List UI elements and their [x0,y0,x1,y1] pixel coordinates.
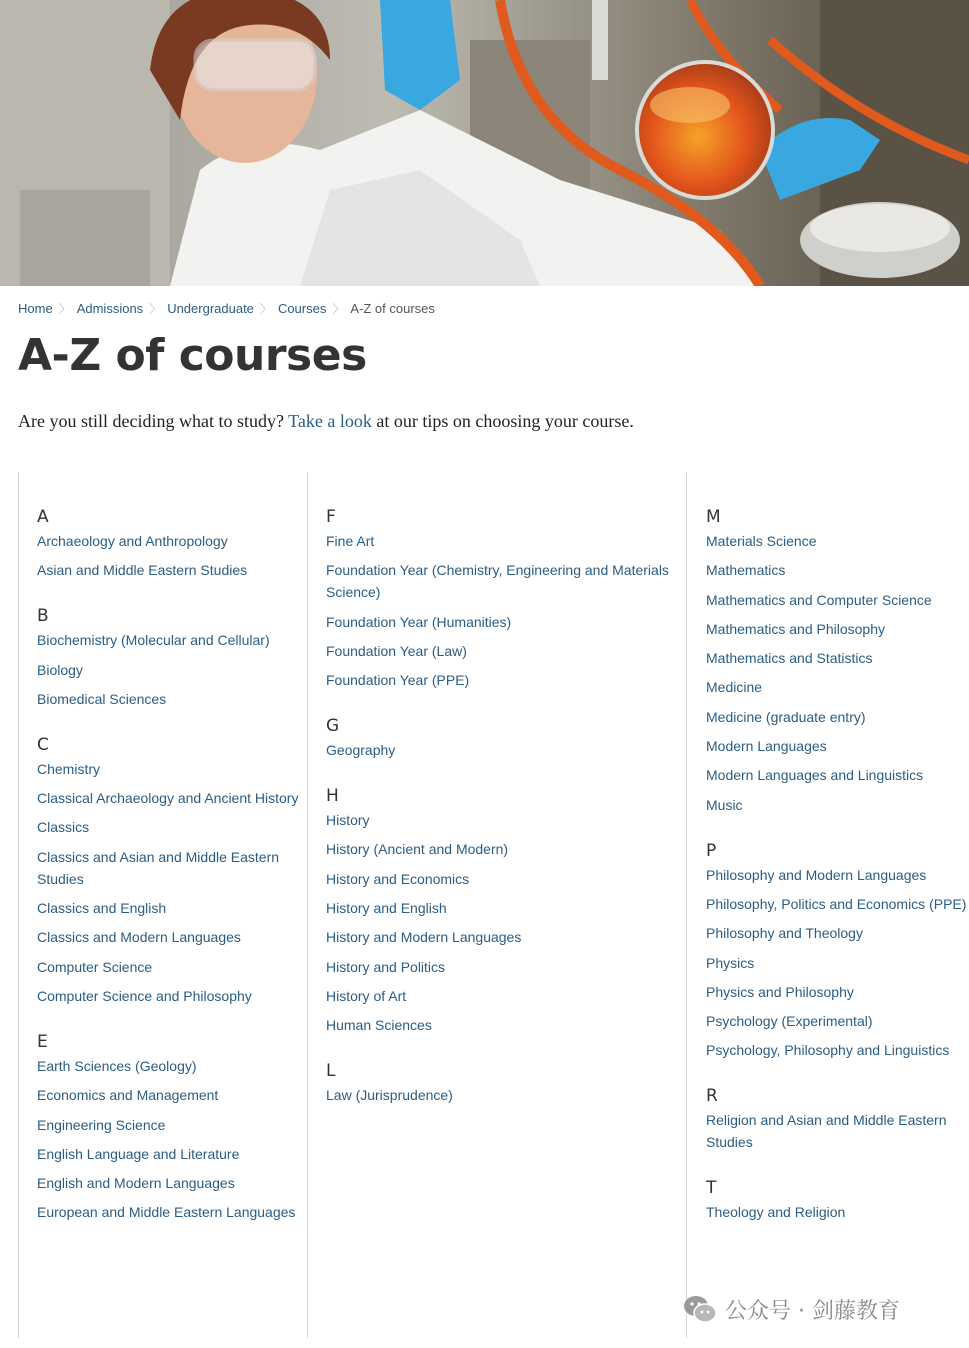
course-item [706,952,969,974]
course-link[interactable]: History and Politics [326,958,446,975]
course-list [37,530,301,581]
hero-lab-photo [0,0,969,286]
letter-group-f [326,504,680,691]
course-item [37,1114,301,1136]
course-list [706,1109,969,1153]
course-item [706,735,969,757]
course-item [37,1201,301,1223]
course-item [37,758,301,780]
breadcrumb-separator: 〉 [332,302,345,316]
course-link[interactable]: Earth Sciences (Geology) [37,1057,197,1074]
course-item [706,676,969,698]
course-list [706,864,969,1062]
course-item [326,897,680,919]
course-list [326,530,680,691]
course-item [706,764,969,786]
course-link[interactable]: Psychology (Experimental) [706,1013,873,1030]
intro-after: at our tips on choosing your course. [371,411,634,431]
course-list [37,758,301,1007]
letter-heading: A [37,507,49,527]
course-link[interactable]: Computer Science [37,958,153,975]
course-link[interactable]: Biology [37,661,83,678]
course-item [326,1084,680,1106]
course-link[interactable]: Classical Archaeology and Ancient History [37,790,299,807]
course-link[interactable]: Classics and Asian and Middle Eastern Studies [37,848,280,887]
course-item [37,530,301,552]
course-link[interactable]: Engineering Science [37,1116,166,1133]
course-item [706,794,969,816]
course-link[interactable]: European and Middle Eastern Languages [37,1204,296,1221]
course-item [37,846,301,890]
course-link[interactable]: Psychology, Philosophy and Linguistics [706,1042,950,1059]
course-link[interactable]: Mathematics [706,562,786,579]
letter-heading: G [326,716,340,737]
course-link[interactable]: Geography [326,742,396,759]
course-list [326,1084,680,1106]
course-item [706,922,969,944]
course-link[interactable]: Mathematics and Philosophy [706,620,885,637]
intro-before: Are you still deciding what to study? [18,411,289,431]
letter-heading: L [326,1061,336,1082]
course-item [37,787,301,809]
course-link[interactable]: Mathematics and Statistics [706,650,873,667]
letter-heading: P [706,840,717,861]
course-link[interactable]: English and Modern Languages [37,1175,235,1192]
letter-group-m [706,504,969,816]
course-list [706,530,969,816]
breadcrumb-home[interactable]: Home [18,301,53,316]
course-item [37,1084,301,1106]
course-link[interactable]: Philosophy and Theology [706,925,863,942]
letter-group-h [326,783,680,1036]
course-link[interactable]: History and Economics [326,870,470,887]
course-item [706,647,969,669]
hero-image [0,0,969,286]
course-link[interactable]: Medicine (graduate entry) [706,708,866,725]
course-item [706,864,969,886]
course-item [706,893,969,915]
course-item [326,838,680,860]
course-item [37,1055,301,1077]
course-item [37,1172,301,1194]
course-link[interactable]: Asian and Middle Eastern Studies [37,562,248,579]
course-link[interactable]: Foundation Year (Law) [326,642,467,659]
course-link[interactable]: Physics and Philosophy [706,983,854,1000]
course-item [37,816,301,838]
course-link[interactable]: Mathematics and Computer Science [706,591,932,608]
letter-group-e [37,1029,301,1223]
course-link[interactable]: Biochemistry (Molecular and Cellular) [37,632,270,649]
wechat-icon [683,1294,717,1324]
course-link[interactable]: Philosophy, Politics and Economics (PPE) [706,895,967,912]
course-link[interactable]: Philosophy and Modern Languages [706,866,927,883]
letter-heading: H [326,786,339,807]
course-link[interactable]: Foundation Year (Chemistry, Engineering and Materials Science) [326,562,669,601]
letter-heading: M [706,507,721,527]
course-link[interactable]: Music [706,796,743,813]
letter-group-l [326,1058,680,1106]
letter-heading: C [37,734,49,755]
course-item [706,1201,969,1223]
course-item [326,868,680,890]
course-link[interactable]: Biomedical Sciences [37,690,167,707]
course-item [326,1014,680,1036]
course-item [706,589,969,611]
breadcrumb-undergraduate[interactable]: Undergraduate [167,301,254,316]
course-link[interactable]: Physics [706,954,755,971]
course-item [706,706,969,728]
course-item [37,897,301,919]
course-link[interactable]: Chemistry [37,760,101,777]
courses-column-2 [307,472,686,1338]
letter-heading: E [37,1031,48,1052]
course-item [326,530,680,552]
course-item [706,559,969,581]
take-a-look-link[interactable]: Take a look [288,411,372,431]
letter-group-a [37,504,301,581]
breadcrumb-current: A-Z of courses [350,301,435,316]
course-item [37,956,301,978]
letter-group-c [37,732,301,1007]
breadcrumb-courses[interactable]: Courses [277,301,327,316]
course-link[interactable]: Computer Science and Philosophy [37,987,252,1004]
letter-heading: T [706,1178,717,1199]
breadcrumb [18,300,435,317]
letter-group-g [326,713,680,761]
course-link[interactable]: Theology and Religion [706,1204,846,1221]
letter-group-t [706,1175,969,1223]
letter-group-r [706,1083,969,1153]
letter-group-b [37,603,301,710]
course-link[interactable]: Materials Science [706,533,817,549]
course-link[interactable]: History of Art [326,987,407,1004]
course-item [37,629,301,651]
course-link[interactable]: History and Modern Languages [326,929,522,946]
course-link[interactable]: Classics and Modern Languages [37,929,241,946]
course-link[interactable]: Classics and English [37,900,167,917]
letter-heading: R [706,1086,718,1107]
course-link[interactable]: Human Sciences [326,1017,432,1034]
letter-heading: F [326,507,336,527]
course-item [326,640,680,662]
course-link[interactable]: Classics [37,819,90,836]
course-link[interactable]: Fine Art [326,533,375,549]
course-list [326,809,680,1036]
course-list [37,629,301,710]
course-link[interactable]: Economics and Management [37,1087,219,1104]
watermark [683,1292,900,1326]
intro-text [18,411,634,432]
course-item [326,985,680,1007]
course-link[interactable]: Religion and Asian and Middle Eastern Studies [706,1112,947,1151]
course-link[interactable]: Modern Languages and Linguistics [706,767,924,784]
course-link[interactable]: Law (Jurisprudence) [326,1087,453,1104]
course-link[interactable]: History [326,812,370,829]
course-link[interactable]: English Language and Literature [37,1145,240,1162]
course-item [706,530,969,552]
course-item [37,659,301,681]
course-item [706,1010,969,1032]
letter-group-p [706,838,969,1062]
course-item [37,688,301,710]
letter-heading: B [37,606,49,627]
course-item [326,559,680,603]
course-item [37,985,301,1007]
breadcrumb-separator: 〉 [149,302,162,316]
course-item [37,926,301,948]
course-link[interactable]: History and English [326,900,447,917]
breadcrumb-separator: 〉 [259,302,272,316]
course-item [326,956,680,978]
course-item [326,739,680,761]
course-link[interactable]: History (Ancient and Modern) [326,841,509,858]
course-link[interactable]: Medicine [706,679,763,696]
watermark-text: 公众号 · 剑藤教育 [725,1298,900,1324]
courses-column-1 [18,472,307,1338]
course-link[interactable]: Foundation Year (PPE) [326,672,470,689]
course-item [326,669,680,691]
course-item [326,926,680,948]
course-link[interactable]: Modern Languages [706,738,827,755]
course-list [706,1201,969,1223]
course-item [706,1039,969,1061]
course-link[interactable]: Archaeology and Anthropology [37,533,228,549]
course-list [326,739,680,761]
course-link[interactable]: Foundation Year (Humanities) [326,613,512,630]
course-item [37,559,301,581]
page-title: A-Z of courses [18,330,367,381]
course-item [37,1143,301,1165]
breadcrumb-separator: 〉 [58,302,71,316]
course-item [326,809,680,831]
course-item [706,981,969,1003]
course-item [706,1109,969,1153]
courses-column-3 [686,472,969,1338]
breadcrumb-admissions[interactable]: Admissions [76,301,144,316]
course-list [37,1055,301,1223]
course-item [706,618,969,640]
course-item [326,611,680,633]
